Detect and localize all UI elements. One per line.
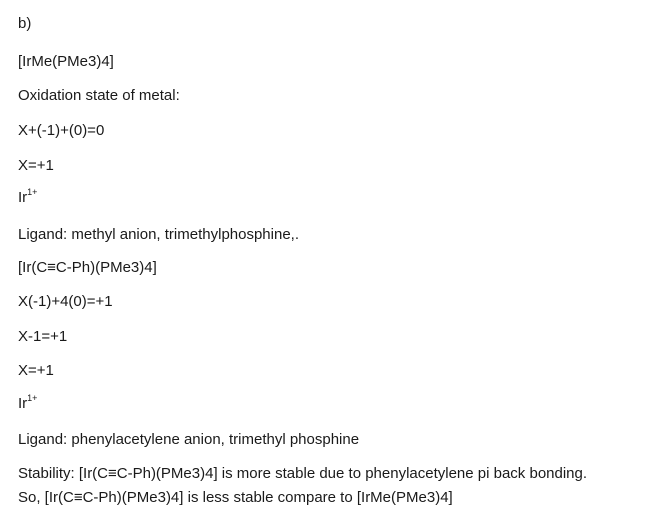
complex-2-formula: [Ir(C≡C-Ph)(PMe3)4] bbox=[18, 259, 157, 276]
metal-symbol: Ir bbox=[18, 395, 28, 412]
oxidation-state-heading: Oxidation state of metal: bbox=[18, 87, 180, 104]
oxidation-superscript: 1+ bbox=[27, 187, 38, 197]
stability-conclusion: So, [Ir(C≡C-Ph)(PMe3)4] is less stable compare to [IrMe(PMe3)4] bbox=[18, 489, 453, 506]
metal-symbol: Ir bbox=[18, 189, 28, 206]
equation-result: X=+1 bbox=[18, 157, 54, 174]
complex-1-formula: [IrMe(PMe3)4] bbox=[18, 53, 114, 70]
equation-line: X+(-1)+(0)=0 bbox=[18, 122, 105, 139]
stability-statement: Stability: [Ir(C≡C-Ph)(PMe3)4] is more stable due to phenylacetylene pi back bonding. bbox=[18, 465, 588, 482]
ligand-description: Ligand: methyl anion, trimethylphosphine,. bbox=[18, 226, 300, 243]
metal-oxidation-state bbox=[18, 189, 37, 207]
equation-line: X(-1)+4(0)=+1 bbox=[18, 293, 113, 310]
equation-line: X-1=+1 bbox=[18, 328, 68, 345]
ligand-description: Ligand: phenylacetylene anion, trimethyl phosphine bbox=[18, 431, 360, 448]
oxidation-superscript: 1+ bbox=[27, 393, 38, 403]
part-label: b) bbox=[18, 15, 32, 32]
equation-result: X=+1 bbox=[18, 362, 54, 379]
metal-oxidation-state bbox=[18, 395, 37, 413]
